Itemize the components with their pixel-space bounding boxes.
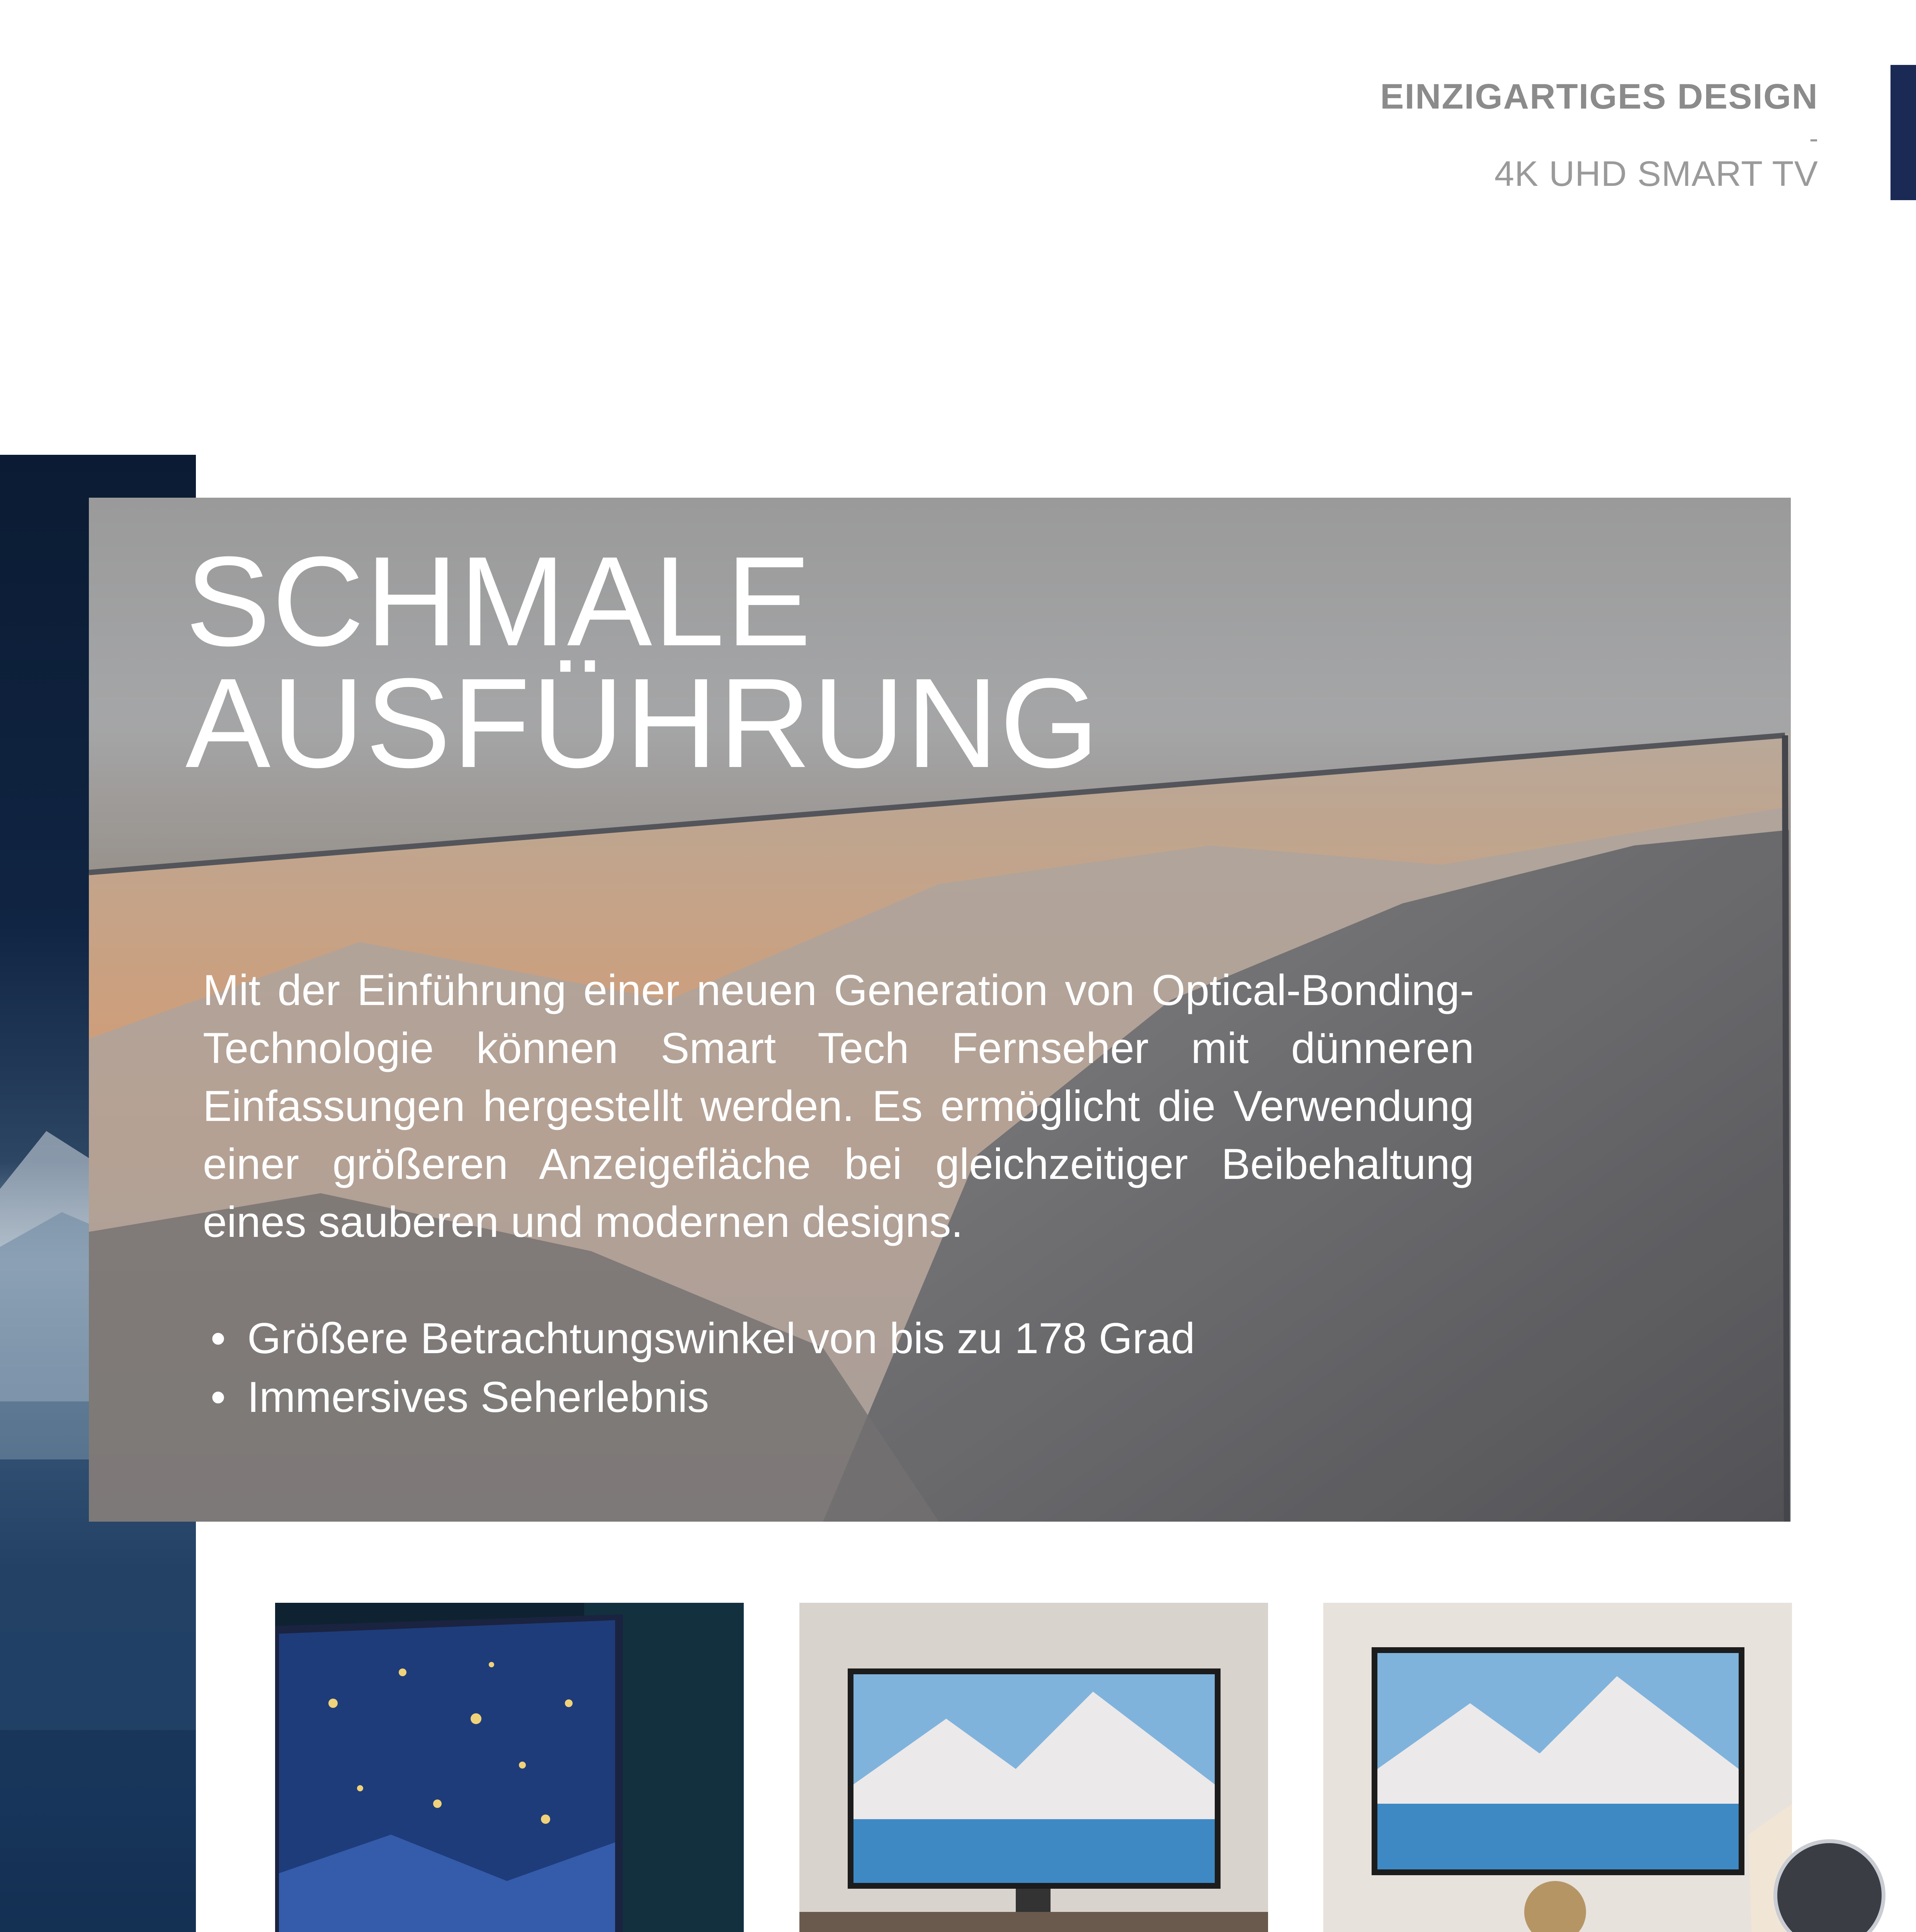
hero-feature-list [207, 1309, 1195, 1427]
hero-title-line1: SCHMALE [185, 530, 813, 672]
hero-title [185, 530, 1101, 794]
hero-description: Mit der Einführung einer neuen Generation von Optical-Bonding-Technologie können Smart Tech Fernseher mit dünneren Einfassungen hergestellt werden. Es ermöglicht die Verwendung einer größeren Anzeigefläche bei gleichzeitiger Beibehaltung eines sauberen und modernen designs. [203, 966, 1474, 1246]
hero-feature-item: • Größere Betrachtungswinkel von bis zu 178 Grad [207, 1309, 1195, 1368]
ultra-thin-tv-image [275, 1603, 744, 1932]
hero-feature-item: • Immersives Seherlebnis [207, 1368, 1195, 1427]
hero-panel [89, 498, 1791, 1522]
hero-title-line2: AUSFÜHRUNG [185, 651, 1101, 794]
tv-on-stand-image [799, 1603, 1268, 1932]
wall-mounted-tv-image [1323, 1603, 1792, 1932]
card-image-wall-mount [1323, 1603, 1792, 1932]
header-separator: - [1809, 123, 1818, 153]
section-category: EINZIGARTIGES DESIGN [1380, 77, 1818, 116]
product-subtitle: 4K UHD SMART TV [1494, 154, 1818, 194]
card-image-ultra-thin [275, 1603, 744, 1932]
card-image-central-stand [799, 1603, 1268, 1932]
header-accent-bar [1890, 65, 1916, 200]
